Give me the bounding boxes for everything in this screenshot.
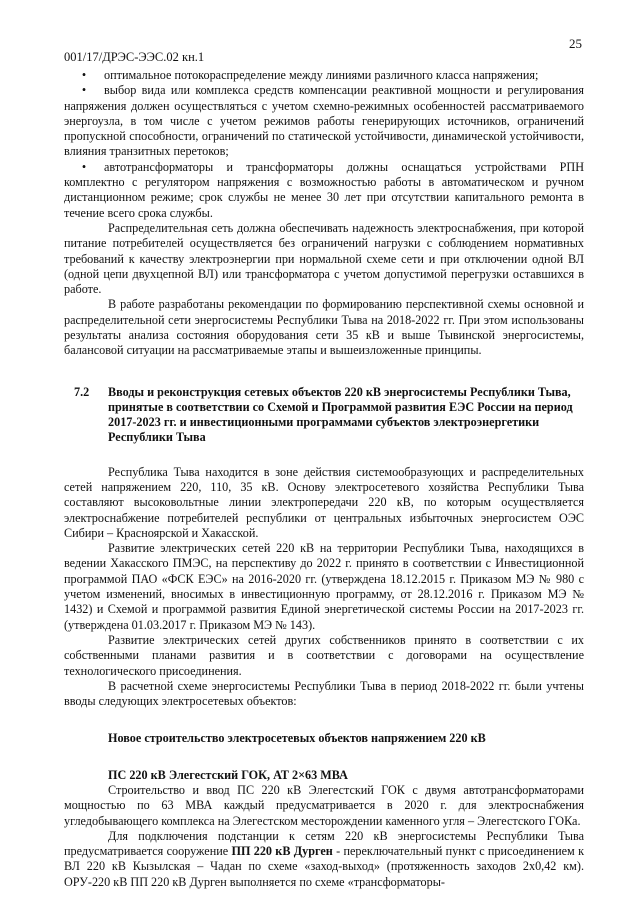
paragraph: Развитие электрических сетей 220 кВ на территории Республики Тыва, находящихся в ведении Хакасского ПМЭС, на перспективу до 2022 г. принято в соответствии с Инвестиционной программой ПАО «ФСК ЕЭС» на 2016-2020 гг. (утверждена 18.12.2015 г. Приказом МЭ № 980 с учетом изменений, вносимых в инвестиционную программу, от 28.12.2016 г. Приказом МЭ № 1432) и Схемой и программой развития Единой энергетической системы России на 2017-2023 гг. (утверждена 01.03.2017 г. Приказом МЭ № 143). (64, 541, 584, 632)
page-number: 25 (569, 36, 582, 51)
paragraph: Развитие электрических сетей других собственников принято в соответствии с их собственными планами развития и в соответствии с договорами на осуществление технологического присоединения. (64, 632, 584, 678)
paragraph: Республика Тыва находится в зоне действия системообразующих и распределительных сетей напряжением 220, 110, 35 кВ. Основу электросетевого хозяйства Республики Тыва составляют высоковольтные линии электропередачи 220 кВ, по которым осуществляется электроснабжение потребителей республики от центральных избыточных энергосистем ОЭС Сибири – Красноярской и Хакасской. (64, 464, 584, 540)
bullet-mark: • (81, 159, 87, 174)
bullet-text: выбор вида или комплекса средств компенсации реактивной мощности и регулирования напряжения должен осуществляться с учетом схемно-режимных особенностей рассматриваемого энергоузла, в том числе с учетом режимов работы генерирующих источников, ограничений пропускной способности, ограничений по статической устойчивости, динамической устойчивости, влияния транзитных перетоков; (64, 83, 584, 159)
section-heading (64, 385, 584, 445)
section-title: Вводы и реконструкция сетевых объектов 220 кВ энергосистемы Республики Тыва, принятые в соответствии со Схемой и Программой развития ЕЭС России на период 2017-2023 гг. и инвестиционными программами субъектов электроэнергетики Республики Тыва (108, 384, 573, 444)
paragraph-bold-text: ПП 220 кВ Дурген (231, 844, 333, 859)
section-number: 7.2 (74, 384, 90, 399)
subheading-substation: ПС 220 кВ Элегестский ГОК, АТ 2×63 МВА (108, 767, 348, 782)
subheading-new-construction: Новое строительство электросетевых объектов напряжением 220 кВ (108, 731, 486, 746)
paragraph-last (64, 829, 584, 890)
paragraph: В расчетной схеме энергосистемы Республики Тыва в период 2018-2022 гг. были учтены вводы следующих электросетевых объектов: (64, 678, 584, 709)
bullet-item (64, 83, 584, 159)
paragraph-text: - переключательный пункт с присоединением к ВЛ 220 кВ Кызылская – Чадан по схеме «заход-выход» (протяженность заходов 2х0,42 км). ОРУ-220 кВ ПП 220 кВ Дурген выполняется по схеме «трансформаторы- (64, 844, 584, 889)
paragraph: Строительство и ввод ПС 220 кВ Элегестский ГОК с двумя автотрансформаторами мощностью по 63 МВА каждый предусматривается в 2020 г. для электроснабжения угледобывающего комплекса на Элегестском месторождении каменного угля – Элегестского ГОКа. (64, 782, 584, 828)
bullet-mark: • (81, 83, 87, 98)
bullet-text: оптимальное потокораспределение между линиями различного класса напряжения; (104, 68, 539, 82)
paragraph: В работе разработаны рекомендации по формированию перспективной схемы основной и распределительной сети энергосистемы Республики Тыва на 2018-2022 гг. При этом использованы результаты анализа состояния оборудования сети 35 кВ и выше Тывинской энергосистемы, балансовой ситуации на рассматриваемые этапы и вышеизложенные принципы. (64, 297, 584, 358)
document-id: 001/17/ДРЭС-ЭЭС.02 кн.1 (64, 50, 205, 64)
paragraph-text: Для подключения подстанции к сетям 220 кВ энергосистемы Республики Тыва предусматривается сооружение (64, 828, 584, 859)
bullet-text: автотрансформаторы и трансформаторы должны оснащаться устройствами РПН комплектно с регулятором напряжения с возможностью работы в автоматическом и ручном дистанционном режиме; срок службы не менее 30 лет при отсутствии капитального ремонта в течение всего срока службы. (64, 159, 584, 220)
bullet-item (64, 68, 584, 83)
bullet-item (64, 160, 584, 221)
page-content (64, 68, 584, 890)
paragraph: Распределительная сеть должна обеспечивать надежность электроснабжения, при которой питание потребителей осуществляется без ограничений нагрузки с соблюдением нормативных требований к качеству электроэнергии при нормальной схеме сети и при отключении одной ВЛ (одной цепи двухцепной ВЛ) или трансформатора с учетом допустимой перегрузки оставшихся в работе. (64, 220, 584, 297)
bullet-mark: • (81, 68, 87, 82)
